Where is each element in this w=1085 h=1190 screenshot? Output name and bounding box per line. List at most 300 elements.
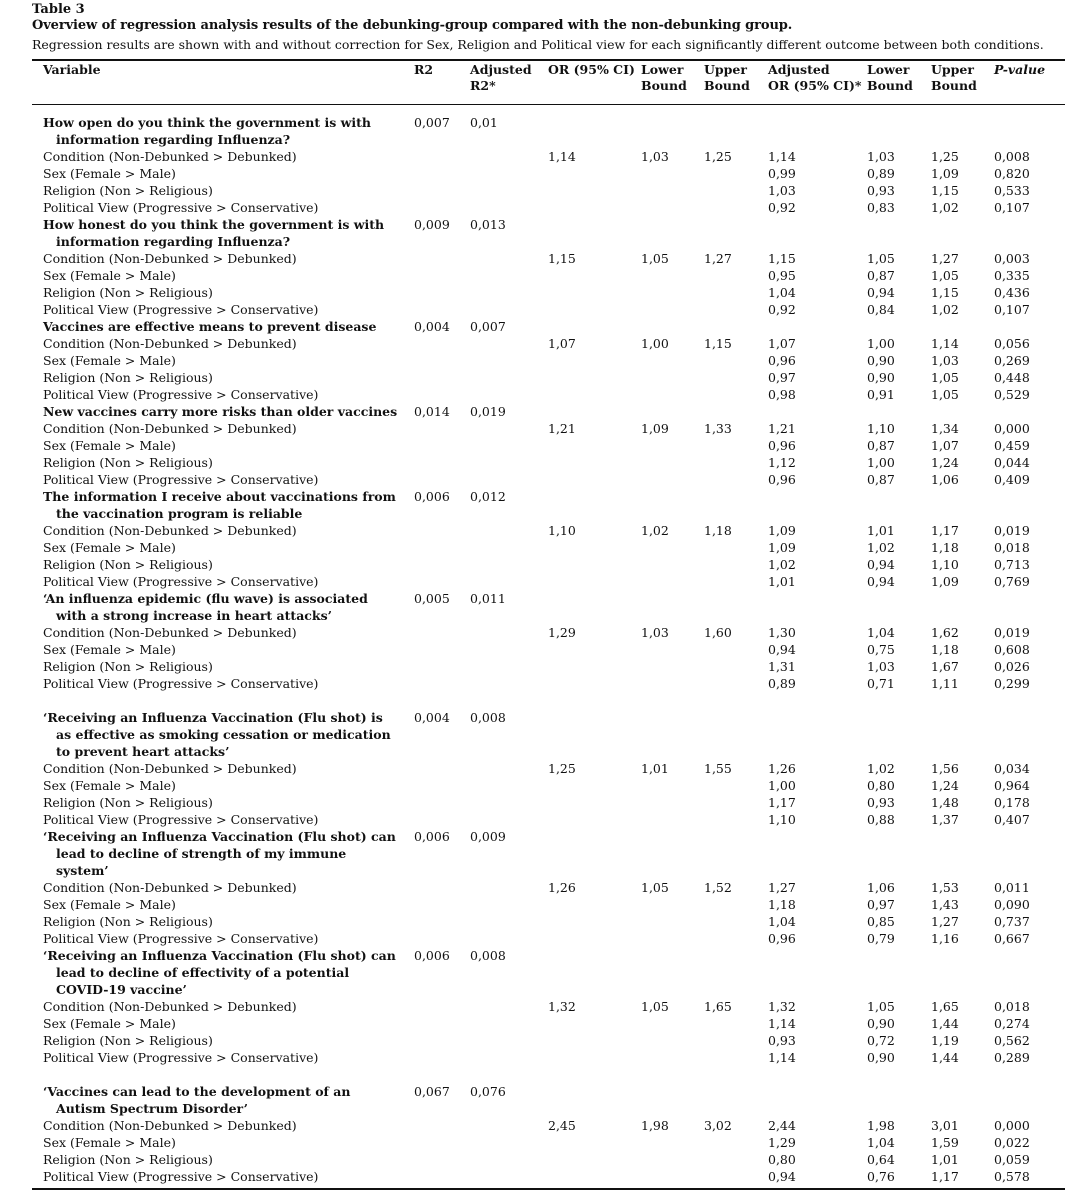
header-adjusted-or: Adjusted OR (95% CI)*	[768, 60, 867, 105]
adjusted-or-value: 1,12	[768, 455, 796, 470]
adjusted-or-value: 0,94	[768, 1169, 796, 1184]
adjusted-upper-bound-value: 1,67	[931, 659, 959, 674]
adjusted-r2-value: 0,008	[470, 948, 506, 963]
upper-bound-value	[704, 471, 768, 488]
upper-bound-value: 1,60	[704, 625, 732, 640]
adjusted-r2-empty	[470, 335, 548, 352]
p-value: 0,018	[994, 999, 1030, 1014]
upper-bound-value	[704, 437, 768, 454]
or-value: 1,15	[548, 251, 576, 266]
row-variable: Sex (Female > Male)	[43, 268, 176, 283]
adjusted-lower-bound-value: 1,98	[867, 1118, 895, 1133]
adjusted-lower-bound-value: 0,89	[867, 166, 895, 181]
adjusted-r2-value: 0,01	[470, 115, 498, 130]
adjusted-or-value: 0,99	[768, 166, 796, 181]
adjusted-r2-empty	[470, 165, 548, 182]
adjusted-r2-empty	[470, 641, 548, 658]
adjusted-or-value: 1,00	[768, 778, 796, 793]
p-value: 0,335	[994, 268, 1030, 283]
p-value: 0,000	[994, 421, 1030, 436]
r2-value: 0,006	[414, 489, 450, 504]
adjusted-upper-bound-value: 1,05	[931, 370, 959, 385]
p-value: 0,178	[994, 795, 1030, 810]
table-header	[32, 60, 1065, 105]
or-value	[548, 454, 641, 471]
r2-empty	[414, 930, 470, 947]
adjusted-r2-empty	[470, 1015, 548, 1032]
r2-empty	[414, 471, 470, 488]
table-row	[32, 760, 1065, 777]
table-row	[32, 352, 1065, 369]
regression-table	[32, 59, 1065, 1190]
lower-bound-value	[641, 386, 704, 403]
table-row	[32, 284, 1065, 301]
lower-bound-value	[641, 284, 704, 301]
adjusted-lower-bound-value: 1,00	[867, 455, 895, 470]
lower-bound-value	[641, 1168, 704, 1189]
adjusted-r2-empty	[470, 556, 548, 573]
p-value: 0,667	[994, 931, 1030, 946]
or-value: 1,21	[548, 421, 576, 436]
adjusted-lower-bound-value: 0,87	[867, 268, 895, 283]
lower-bound-value	[641, 777, 704, 794]
table-row	[32, 148, 1065, 165]
adjusted-r2-empty	[470, 998, 548, 1015]
adjusted-r2-empty	[470, 199, 548, 216]
upper-bound-value: 1,33	[704, 421, 732, 436]
r2-empty	[414, 998, 470, 1015]
table-row	[32, 335, 1065, 352]
lower-bound-value: 1,09	[641, 421, 669, 436]
table-row	[32, 879, 1065, 896]
row-variable: Political View (Progressive > Conservative)	[43, 387, 319, 402]
adjusted-or-value: 1,31	[768, 659, 796, 674]
adjusted-upper-bound-value: 1,25	[931, 149, 959, 164]
table-body	[32, 105, 1065, 1190]
adjusted-or-value: 1,32	[768, 999, 796, 1014]
or-value	[548, 437, 641, 454]
adjusted-lower-bound-value: 1,04	[867, 1135, 895, 1150]
table-row	[32, 420, 1065, 437]
adjusted-upper-bound-value: 1,03	[931, 353, 959, 368]
upper-bound-value	[704, 454, 768, 471]
row-variable: Condition (Non-Debunked > Debunked)	[43, 523, 297, 538]
adjusted-or-value: 1,29	[768, 1135, 796, 1150]
row-variable: Sex (Female > Male)	[43, 353, 176, 368]
row-variable: Political View (Progressive > Conservative)	[43, 676, 319, 691]
adjusted-r2-value: 0,076	[470, 1084, 506, 1099]
upper-bound-value	[704, 794, 768, 811]
adjusted-upper-bound-value: 1,18	[931, 642, 959, 657]
lower-bound-value	[641, 1134, 704, 1151]
or-value	[548, 573, 641, 590]
adjusted-r2-empty	[470, 811, 548, 828]
question-text: ‘An influenza epidemic (flu wave) is associated with a strong increase in heart attacks’	[43, 591, 368, 623]
or-value	[548, 1032, 641, 1049]
upper-bound-value	[704, 1134, 768, 1151]
upper-bound-value	[704, 1015, 768, 1032]
question-text: Vaccines are effective means to prevent disease	[43, 319, 377, 334]
r2-empty	[414, 624, 470, 641]
table-row	[32, 386, 1065, 403]
row-variable: Condition (Non-Debunked > Debunked)	[43, 625, 297, 640]
p-value: 0,737	[994, 914, 1030, 929]
lower-bound-value	[641, 471, 704, 488]
adjusted-lower-bound-value: 0,93	[867, 183, 895, 198]
question-text: ‘Receiving an Influenza Vaccination (Flu shot) can lead to decline of effectivity of a potential COVID-19 vaccine’	[43, 948, 396, 997]
or-value	[548, 1049, 641, 1066]
adjusted-upper-bound-value: 1,34	[931, 421, 959, 436]
question-text: New vaccines carry more risks than older vaccines	[43, 404, 398, 419]
lower-bound-value	[641, 1049, 704, 1066]
question-text: ‘Receiving an Influenza Vaccination (Flu shot) is as effective as smoking cessation or medication to prevent heart attacks’	[43, 710, 391, 759]
table-row	[32, 165, 1065, 182]
adjusted-lower-bound-value: 0,88	[867, 812, 895, 827]
table-row	[32, 369, 1065, 386]
adjusted-upper-bound-value: 1,02	[931, 302, 959, 317]
adjusted-or-value: 1,14	[768, 149, 796, 164]
adjusted-r2-empty	[470, 794, 548, 811]
header-adjusted-upper-bound: Upper Bound	[931, 60, 994, 105]
or-value: 1,32	[548, 999, 576, 1014]
p-value: 0,022	[994, 1135, 1030, 1150]
r2-empty	[414, 1032, 470, 1049]
lower-bound-value	[641, 675, 704, 692]
adjusted-upper-bound-value: 1,17	[931, 523, 959, 538]
adjusted-or-value: 0,92	[768, 200, 796, 215]
adjusted-upper-bound-value: 1,24	[931, 778, 959, 793]
question-row	[32, 1066, 1065, 1117]
adjusted-lower-bound-value: 0,72	[867, 1033, 895, 1048]
or-value	[548, 199, 641, 216]
adjusted-or-value: 1,14	[768, 1016, 796, 1031]
r2-value: 0,006	[414, 829, 450, 844]
p-value: 0,019	[994, 625, 1030, 640]
upper-bound-value: 3,02	[704, 1118, 732, 1133]
adjusted-upper-bound-value: 1,02	[931, 200, 959, 215]
row-variable: Religion (Non > Religious)	[43, 1152, 213, 1167]
adjusted-lower-bound-value: 0,83	[867, 200, 895, 215]
table-figure	[0, 2, 1065, 1190]
r2-empty	[414, 267, 470, 284]
p-value: 0,299	[994, 676, 1030, 691]
question-row	[32, 105, 1065, 149]
adjusted-lower-bound-value: 0,94	[867, 557, 895, 572]
adjusted-r2-empty	[470, 896, 548, 913]
r2-value: 0,007	[414, 115, 450, 130]
adjusted-r2-empty	[470, 573, 548, 590]
p-value: 0,008	[994, 149, 1030, 164]
adjusted-lower-bound-value: 0,76	[867, 1169, 895, 1184]
adjusted-upper-bound-value: 1,14	[931, 336, 959, 351]
table-row	[32, 471, 1065, 488]
adjusted-lower-bound-value: 0,71	[867, 676, 895, 691]
lower-bound-value: 1,01	[641, 761, 669, 776]
table-label: Table 3	[32, 2, 85, 17]
row-variable: Sex (Female > Male)	[43, 778, 176, 793]
table-row	[32, 250, 1065, 267]
adjusted-r2-empty	[470, 624, 548, 641]
r2-empty	[414, 879, 470, 896]
header-lower-bound: Lower Bound	[641, 60, 704, 105]
question-text: ‘Vaccines can lead to the development of an Autism Spectrum Disorder’	[43, 1084, 351, 1116]
adjusted-or-value: 1,10	[768, 812, 796, 827]
table-row	[32, 913, 1065, 930]
lower-bound-value	[641, 454, 704, 471]
adjusted-r2-empty	[470, 930, 548, 947]
row-variable: Religion (Non > Religious)	[43, 285, 213, 300]
lower-bound-value	[641, 539, 704, 556]
adjusted-upper-bound-value: 1,27	[931, 914, 959, 929]
r2-empty	[414, 250, 470, 267]
adjusted-or-value: 0,96	[768, 472, 796, 487]
question-row	[32, 318, 1065, 335]
lower-bound-value	[641, 641, 704, 658]
row-variable: Religion (Non > Religious)	[43, 914, 213, 929]
p-value: 0,107	[994, 302, 1030, 317]
lower-bound-value	[641, 437, 704, 454]
adjusted-or-value: 1,17	[768, 795, 796, 810]
upper-bound-value	[704, 1151, 768, 1168]
upper-bound-value	[704, 777, 768, 794]
adjusted-upper-bound-value: 1,05	[931, 268, 959, 283]
or-value	[548, 539, 641, 556]
question-text: How open do you think the government is with information regarding Influenza?	[43, 115, 371, 147]
table-row	[32, 658, 1065, 675]
upper-bound-value: 1,65	[704, 999, 732, 1014]
r2-empty	[414, 522, 470, 539]
row-variable: Sex (Female > Male)	[43, 166, 176, 181]
row-variable: Condition (Non-Debunked > Debunked)	[43, 149, 297, 164]
adjusted-lower-bound-value: 0,80	[867, 778, 895, 793]
or-value	[548, 896, 641, 913]
question-row	[32, 828, 1065, 879]
adjusted-r2-empty	[470, 675, 548, 692]
table-row	[32, 811, 1065, 828]
row-variable: Sex (Female > Male)	[43, 642, 176, 657]
upper-bound-value	[704, 573, 768, 590]
adjusted-or-value: 1,09	[768, 523, 796, 538]
adjusted-r2-value: 0,013	[470, 217, 506, 232]
adjusted-r2-empty	[470, 437, 548, 454]
header-adjusted-lower-bound: Lower Bound	[867, 60, 931, 105]
adjusted-r2-value: 0,008	[470, 710, 506, 725]
adjusted-or-value: 0,98	[768, 387, 796, 402]
adjusted-upper-bound-value: 1,11	[931, 676, 959, 691]
or-value	[548, 369, 641, 386]
p-value: 0,034	[994, 761, 1030, 776]
lower-bound-value	[641, 913, 704, 930]
question-text: The information I receive about vaccinations from the vaccination program is reliable	[43, 489, 396, 521]
upper-bound-value	[704, 1168, 768, 1189]
adjusted-r2-value: 0,012	[470, 489, 506, 504]
adjusted-lower-bound-value: 1,00	[867, 336, 895, 351]
upper-bound-value	[704, 539, 768, 556]
table-row	[32, 182, 1065, 199]
adjusted-or-value: 1,26	[768, 761, 796, 776]
or-value	[548, 1134, 641, 1151]
lower-bound-value	[641, 1015, 704, 1032]
header-p-value: P-value	[994, 60, 1065, 105]
adjusted-or-value: 1,18	[768, 897, 796, 912]
r2-empty	[414, 794, 470, 811]
lower-bound-value	[641, 794, 704, 811]
adjusted-or-value: 0,97	[768, 370, 796, 385]
p-value: 0,274	[994, 1016, 1030, 1031]
adjusted-r2-empty	[470, 1049, 548, 1066]
adjusted-upper-bound-value: 1,18	[931, 540, 959, 555]
table-row	[32, 1049, 1065, 1066]
adjusted-r2-empty	[470, 522, 548, 539]
adjusted-or-value: 0,96	[768, 353, 796, 368]
lower-bound-value: 1,98	[641, 1118, 669, 1133]
adjusted-lower-bound-value: 1,10	[867, 421, 895, 436]
adjusted-upper-bound-value: 1,37	[931, 812, 959, 827]
lower-bound-value	[641, 165, 704, 182]
row-variable: Political View (Progressive > Conservative)	[43, 812, 319, 827]
adjusted-lower-bound-value: 1,03	[867, 149, 895, 164]
adjusted-upper-bound-value: 1,16	[931, 931, 959, 946]
upper-bound-value	[704, 369, 768, 386]
adjusted-r2-value: 0,019	[470, 404, 506, 419]
table-row	[32, 454, 1065, 471]
adjusted-r2-empty	[470, 267, 548, 284]
question-text: ‘Receiving an Influenza Vaccination (Flu shot) can lead to decline of strength of my immune system’	[43, 829, 396, 878]
row-variable: Religion (Non > Religious)	[43, 557, 213, 572]
r2-empty	[414, 437, 470, 454]
r2-value: 0,004	[414, 710, 450, 725]
or-value: 1,26	[548, 880, 576, 895]
r2-empty	[414, 182, 470, 199]
adjusted-lower-bound-value: 0,94	[867, 574, 895, 589]
adjusted-r2-empty	[470, 1168, 548, 1189]
row-variable: Religion (Non > Religious)	[43, 1033, 213, 1048]
upper-bound-value: 1,27	[704, 251, 732, 266]
adjusted-upper-bound-value: 1,44	[931, 1016, 959, 1031]
r2-empty	[414, 913, 470, 930]
or-value	[548, 556, 641, 573]
adjusted-lower-bound-value: 1,04	[867, 625, 895, 640]
adjusted-or-value: 1,15	[768, 251, 796, 266]
p-value: 0,578	[994, 1169, 1030, 1184]
adjusted-or-value: 1,21	[768, 421, 796, 436]
table-row	[32, 896, 1065, 913]
adjusted-lower-bound-value: 1,02	[867, 761, 895, 776]
adjusted-r2-empty	[470, 1151, 548, 1168]
p-value: 0,529	[994, 387, 1030, 402]
upper-bound-value	[704, 386, 768, 403]
lower-bound-value: 1,02	[641, 523, 669, 538]
row-variable: Sex (Female > Male)	[43, 897, 176, 912]
or-value	[548, 658, 641, 675]
adjusted-r2-empty	[470, 777, 548, 794]
adjusted-or-value: 0,80	[768, 1152, 796, 1167]
upper-bound-value	[704, 352, 768, 369]
adjusted-or-value: 1,02	[768, 557, 796, 572]
r2-empty	[414, 573, 470, 590]
row-variable: Political View (Progressive > Conservative)	[43, 931, 319, 946]
or-value	[548, 777, 641, 794]
adjusted-or-value: 1,27	[768, 880, 796, 895]
r2-value: 0,067	[414, 1084, 450, 1099]
row-variable: Religion (Non > Religious)	[43, 659, 213, 674]
lower-bound-value: 1,03	[641, 149, 669, 164]
header-variable: Variable	[32, 60, 414, 105]
adjusted-lower-bound-value: 0,97	[867, 897, 895, 912]
adjusted-upper-bound-value: 1,15	[931, 183, 959, 198]
table-row	[32, 1117, 1065, 1134]
adjusted-or-value: 1,01	[768, 574, 796, 589]
row-variable: Sex (Female > Male)	[43, 1135, 176, 1150]
table-row	[32, 301, 1065, 318]
r2-empty	[414, 1015, 470, 1032]
or-value	[548, 1015, 641, 1032]
lower-bound-value	[641, 556, 704, 573]
upper-bound-value	[704, 1049, 768, 1066]
r2-empty	[414, 386, 470, 403]
adjusted-upper-bound-value: 3,01	[931, 1118, 959, 1133]
lower-bound-value	[641, 573, 704, 590]
lower-bound-value	[641, 182, 704, 199]
upper-bound-value	[704, 811, 768, 828]
or-value	[548, 675, 641, 692]
adjusted-lower-bound-value: 1,05	[867, 999, 895, 1014]
adjusted-r2-empty	[470, 539, 548, 556]
adjusted-lower-bound-value: 1,01	[867, 523, 895, 538]
p-value: 0,533	[994, 183, 1030, 198]
upper-bound-value	[704, 301, 768, 318]
table-row	[32, 199, 1065, 216]
upper-bound-value	[704, 913, 768, 930]
r2-empty	[414, 760, 470, 777]
upper-bound-value	[704, 641, 768, 658]
r2-empty	[414, 1117, 470, 1134]
adjusted-lower-bound-value: 0,64	[867, 1152, 895, 1167]
row-variable: Political View (Progressive > Conservative)	[43, 472, 319, 487]
table-row	[32, 675, 1065, 692]
adjusted-or-value: 0,92	[768, 302, 796, 317]
adjusted-lower-bound-value: 1,03	[867, 659, 895, 674]
adjusted-r2-empty	[470, 352, 548, 369]
or-value	[548, 794, 641, 811]
adjusted-lower-bound-value: 0,93	[867, 795, 895, 810]
adjusted-or-value: 1,04	[768, 914, 796, 929]
question-row	[32, 692, 1065, 760]
question-text: How honest do you think the government is with information regarding Influenza?	[43, 217, 385, 249]
r2-empty	[414, 284, 470, 301]
question-row	[32, 403, 1065, 420]
p-value: 0,011	[994, 880, 1030, 895]
adjusted-upper-bound-value: 1,65	[931, 999, 959, 1014]
or-value	[548, 930, 641, 947]
header-adjusted-r2: Adjusted R2*	[470, 60, 548, 105]
or-value: 1,10	[548, 523, 576, 538]
r2-value: 0,014	[414, 404, 450, 419]
table-row	[32, 522, 1065, 539]
row-variable: Political View (Progressive > Conservative)	[43, 200, 319, 215]
lower-bound-value	[641, 301, 704, 318]
adjusted-lower-bound-value: 0,87	[867, 438, 895, 453]
r2-value: 0,004	[414, 319, 450, 334]
p-value: 0,059	[994, 1152, 1030, 1167]
p-value: 0,044	[994, 455, 1030, 470]
row-variable: Condition (Non-Debunked > Debunked)	[43, 761, 297, 776]
adjusted-r2-value: 0,007	[470, 319, 506, 334]
lower-bound-value: 1,05	[641, 880, 669, 895]
or-value	[548, 1151, 641, 1168]
r2-empty	[414, 641, 470, 658]
lower-bound-value	[641, 369, 704, 386]
